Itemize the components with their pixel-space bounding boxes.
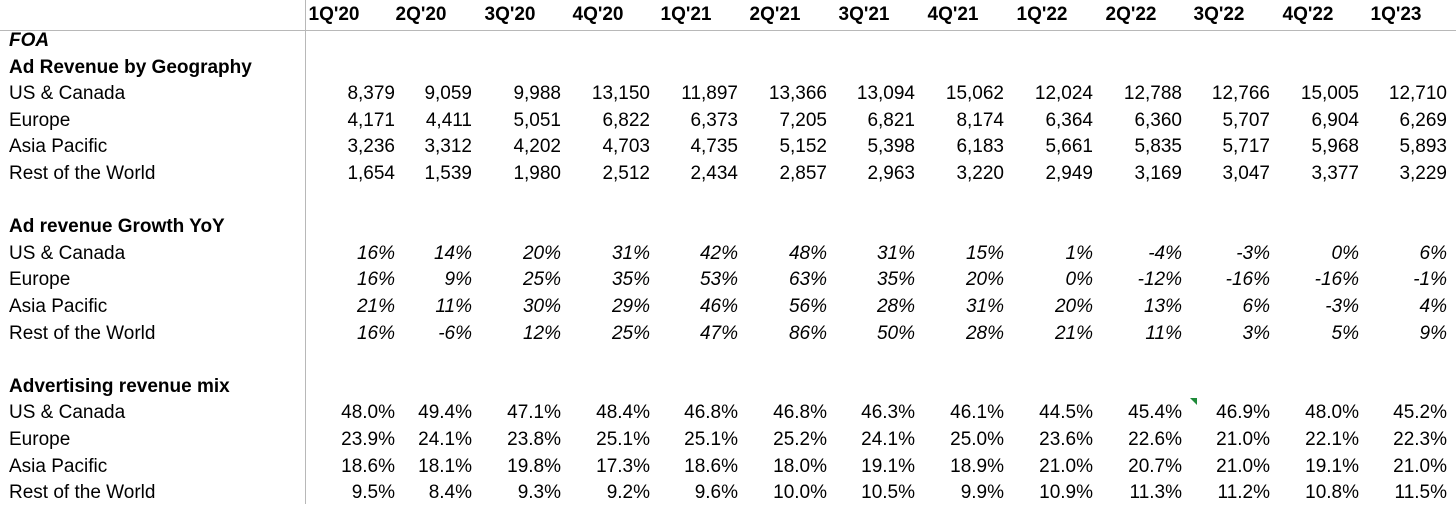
row-label[interactable]: Europe [9, 429, 71, 450]
data-cell[interactable]: 9% [444, 269, 472, 291]
section-heading[interactable]: Advertising revenue mix [9, 375, 230, 397]
data-cell[interactable]: 8.4% [428, 482, 472, 504]
column-header[interactable]: 3Q'20 [484, 4, 536, 25]
data-cell[interactable]: 5,661 [1045, 136, 1093, 158]
data-cell[interactable]: 9.9% [960, 482, 1004, 504]
data-cell[interactable]: 10.5% [861, 482, 915, 504]
data-cell[interactable]: 3,047 [1222, 163, 1270, 184]
data-cell[interactable]: 45.4% [1128, 402, 1182, 424]
data-cell[interactable]: 5,051 [513, 109, 561, 131]
data-cell[interactable]: 46.8% [684, 402, 738, 424]
data-cell[interactable]: 15,005 [1300, 83, 1359, 105]
data-cell[interactable]: 13,150 [591, 83, 650, 105]
data-cell[interactable]: 47.1% [507, 402, 561, 424]
data-cell[interactable]: 50% [876, 322, 915, 344]
table-row [0, 134, 1456, 161]
data-cell[interactable]: 4% [1419, 296, 1447, 317]
data-cell[interactable]: 11% [1145, 322, 1182, 344]
data-cell[interactable]: 20% [522, 242, 561, 264]
column-header[interactable]: 4Q'22 [1282, 4, 1334, 25]
data-cell[interactable]: 4,735 [690, 136, 738, 158]
data-cell[interactable]: 25.2% [773, 429, 827, 450]
data-cell[interactable]: 9% [1419, 322, 1447, 344]
data-cell[interactable]: 21.0% [1216, 429, 1270, 450]
data-cell[interactable]: 5,968 [1311, 136, 1359, 158]
data-cell[interactable]: 23.6% [1039, 429, 1093, 450]
data-cell[interactable]: 9.3% [517, 482, 561, 504]
data-cell[interactable]: 12,788 [1123, 83, 1182, 105]
data-cell[interactable]: 46.1% [950, 402, 1004, 424]
data-cell[interactable]: 30% [522, 296, 561, 317]
data-cell[interactable]: 10.0% [773, 482, 827, 504]
data-cell[interactable]: 16% [356, 269, 395, 291]
data-cell[interactable]: 2,512 [602, 163, 650, 184]
data-cell[interactable]: 0% [1065, 269, 1093, 291]
table-row [0, 321, 1456, 348]
row-label[interactable]: Europe [9, 109, 71, 131]
data-cell[interactable]: 2,857 [779, 163, 827, 184]
data-cell[interactable]: 22.6% [1128, 429, 1182, 450]
table-row [0, 267, 1456, 294]
data-cell[interactable]: 22.3% [1393, 429, 1447, 450]
data-cell[interactable]: 21% [1054, 322, 1093, 344]
row-label[interactable]: Europe [9, 269, 71, 291]
data-cell[interactable]: 8,174 [956, 109, 1004, 131]
data-cell[interactable]: 2,434 [690, 163, 738, 184]
data-cell[interactable]: -16% [1225, 269, 1270, 291]
section-header-row [0, 55, 1456, 82]
data-cell[interactable]: 25% [611, 322, 650, 344]
data-cell[interactable]: -12% [1137, 269, 1182, 291]
table-row [0, 241, 1456, 268]
data-cell[interactable]: 46.8% [773, 402, 827, 424]
table-row [0, 480, 1456, 507]
data-cell[interactable]: 2,949 [1045, 163, 1093, 184]
data-cell[interactable]: 20% [965, 269, 1004, 291]
row-label[interactable]: Asia Pacific [9, 136, 108, 158]
row-label[interactable]: Rest of the World [9, 163, 156, 184]
data-cell[interactable]: 53% [699, 269, 738, 291]
data-cell[interactable]: 23.9% [341, 429, 395, 450]
data-cell[interactable]: 15% [965, 242, 1004, 264]
column-header[interactable]: 4Q'20 [572, 4, 624, 25]
column-header[interactable]: 3Q'22 [1193, 4, 1245, 25]
row-label[interactable]: Asia Pacific [9, 296, 108, 317]
data-cell[interactable]: 25.0% [950, 429, 1004, 450]
data-cell[interactable]: 35% [876, 269, 915, 291]
section-heading[interactable]: Ad Revenue by Geography [9, 56, 252, 78]
data-cell[interactable]: 6,904 [1311, 109, 1359, 131]
section-header-row [0, 214, 1456, 241]
data-cell[interactable]: 25.1% [684, 429, 738, 450]
data-cell[interactable]: 49.4% [418, 402, 472, 424]
data-cell[interactable]: 12,710 [1388, 83, 1447, 105]
column-header[interactable]: 1Q'23 [1370, 4, 1422, 25]
data-cell[interactable]: 9,059 [424, 83, 472, 105]
data-cell[interactable]: 6,822 [602, 109, 650, 131]
data-cell[interactable]: 20.7% [1128, 455, 1182, 477]
data-cell[interactable]: 19.1% [1305, 455, 1359, 477]
data-cell[interactable]: 16% [356, 322, 395, 344]
data-cell[interactable]: 22.1% [1305, 429, 1359, 450]
data-cell[interactable]: 15,062 [945, 83, 1004, 105]
data-cell[interactable]: -6% [438, 322, 472, 344]
data-cell[interactable]: 9.6% [694, 482, 738, 504]
data-cell[interactable]: 13% [1143, 296, 1182, 317]
data-cell[interactable]: 1,980 [513, 163, 561, 184]
cell-comment-indicator [1190, 398, 1197, 405]
column-header[interactable]: 2Q'20 [395, 4, 447, 25]
data-cell[interactable]: 23.8% [507, 429, 561, 450]
data-cell[interactable]: 7,205 [779, 109, 827, 131]
data-cell[interactable]: 48.0% [341, 402, 395, 424]
row-label[interactable]: US & Canada [9, 242, 126, 264]
data-cell[interactable]: 10.9% [1039, 482, 1093, 504]
data-cell[interactable]: 12,024 [1034, 83, 1093, 105]
data-cell[interactable]: 6,183 [956, 136, 1004, 158]
data-cell[interactable]: 9.5% [351, 482, 395, 504]
data-cell[interactable]: 3,236 [347, 136, 395, 158]
data-cell[interactable]: 63% [788, 269, 827, 291]
data-cell[interactable]: -4% [1148, 242, 1182, 264]
column-header[interactable]: 4Q'21 [927, 4, 979, 25]
table-row [0, 108, 1456, 135]
data-cell[interactable]: 3,220 [956, 163, 1004, 184]
data-cell[interactable]: 18.9% [950, 455, 1004, 477]
data-cell[interactable]: 46% [699, 296, 738, 317]
data-cell[interactable]: -3% [1236, 242, 1270, 264]
data-cell[interactable]: -1% [1413, 269, 1447, 291]
data-cell[interactable]: 20% [1054, 296, 1093, 317]
data-cell[interactable]: 12% [522, 322, 561, 344]
data-cell[interactable]: 1% [1065, 242, 1093, 264]
data-cell[interactable]: 19.1% [861, 455, 915, 477]
data-cell[interactable]: 46.9% [1216, 402, 1270, 424]
data-cell[interactable]: 28% [965, 322, 1004, 344]
data-cell[interactable]: 46.3% [861, 402, 915, 424]
table-row [0, 427, 1456, 454]
data-cell[interactable]: 17.3% [596, 455, 650, 477]
data-cell[interactable]: 18.1% [418, 455, 472, 477]
data-cell[interactable]: 86% [788, 322, 827, 344]
data-cell[interactable]: 11.5% [1394, 482, 1447, 504]
data-cell[interactable]: 25.1% [596, 429, 650, 450]
data-cell[interactable]: 18.6% [684, 455, 738, 477]
data-cell[interactable]: 10.8% [1305, 482, 1359, 504]
table-row [0, 454, 1456, 481]
data-cell[interactable]: 9.2% [606, 482, 650, 504]
data-cell[interactable]: 12,766 [1211, 83, 1270, 105]
column-header[interactable]: 3Q'21 [838, 4, 890, 25]
data-cell[interactable]: 47% [699, 322, 738, 344]
data-cell[interactable]: 1,654 [347, 163, 395, 184]
data-cell[interactable]: 16% [356, 242, 395, 264]
table-row [0, 400, 1456, 427]
data-cell[interactable]: 45.2% [1393, 402, 1447, 424]
data-cell[interactable]: 48% [788, 242, 827, 264]
data-cell[interactable]: 18.6% [341, 455, 395, 477]
data-cell[interactable]: 42% [699, 242, 738, 264]
data-cell[interactable]: 48.4% [596, 402, 650, 424]
data-cell[interactable]: 25% [522, 269, 561, 291]
row-label[interactable]: Rest of the World [9, 322, 156, 344]
data-cell[interactable]: 18.0% [773, 455, 827, 477]
table-row [0, 161, 1456, 188]
data-cell[interactable]: 13,094 [856, 83, 915, 105]
data-cell[interactable]: 5,398 [867, 136, 915, 158]
data-cell[interactable]: 6,373 [690, 109, 738, 131]
data-cell[interactable]: 4,411 [425, 109, 472, 131]
data-cell[interactable]: 24.1% [418, 429, 472, 450]
row-label[interactable]: US & Canada [9, 83, 126, 105]
column-header[interactable]: 2Q'21 [749, 4, 801, 25]
data-cell[interactable]: 24.1% [861, 429, 915, 450]
data-cell[interactable]: 21.0% [1039, 455, 1093, 477]
data-cell[interactable]: 6,360 [1134, 109, 1182, 131]
data-cell[interactable]: 5,893 [1399, 136, 1447, 158]
data-cell[interactable]: 5,152 [779, 136, 827, 158]
data-cell[interactable]: 1,539 [424, 163, 472, 184]
data-cell[interactable]: 3,377 [1311, 163, 1359, 184]
data-cell[interactable]: 11.3% [1129, 482, 1182, 504]
data-cell[interactable]: 19.8% [507, 455, 561, 477]
data-cell[interactable]: 31% [965, 296, 1004, 317]
section-heading[interactable]: Ad revenue Growth YoY [9, 216, 225, 238]
data-cell[interactable]: 4,703 [602, 136, 650, 158]
data-cell[interactable]: 3% [1242, 322, 1270, 344]
data-cell[interactable]: -3% [1325, 296, 1359, 317]
data-cell[interactable]: 14% [433, 242, 472, 264]
data-cell[interactable]: 56% [788, 296, 827, 317]
data-cell[interactable]: 13,366 [768, 83, 827, 105]
data-cell[interactable]: 5% [1331, 322, 1359, 344]
data-cell[interactable]: 3,312 [424, 136, 472, 158]
section-header-row [0, 374, 1456, 401]
table-row [0, 294, 1456, 321]
data-cell[interactable]: 21.0% [1393, 455, 1447, 477]
data-cell[interactable]: 35% [611, 269, 650, 291]
data-cell[interactable]: 48.0% [1305, 402, 1359, 424]
data-cell[interactable]: 4,202 [513, 136, 561, 158]
data-cell[interactable]: 3,169 [1134, 163, 1182, 184]
data-cell[interactable]: 5,707 [1222, 109, 1270, 131]
data-cell[interactable]: 6,821 [867, 109, 915, 131]
data-cell[interactable]: 2,963 [867, 163, 915, 184]
column-header[interactable]: 1Q'21 [660, 4, 712, 25]
column-header[interactable]: 2Q'22 [1105, 4, 1157, 25]
data-cell[interactable]: 11,897 [681, 83, 738, 105]
data-cell[interactable]: 44.5% [1039, 402, 1093, 424]
data-cell[interactable]: 0% [1331, 242, 1359, 264]
column-header[interactable]: 1Q'20 [308, 4, 360, 25]
row-label[interactable]: US & Canada [9, 402, 126, 424]
data-cell[interactable]: 3,229 [1399, 163, 1447, 184]
data-cell[interactable]: 31% [611, 242, 650, 264]
data-cell[interactable]: 28% [876, 296, 915, 317]
data-cell[interactable]: 29% [611, 296, 650, 317]
data-cell[interactable]: 21.0% [1216, 455, 1270, 477]
column-header[interactable]: 1Q'22 [1016, 4, 1068, 25]
data-cell[interactable]: 6% [1419, 242, 1447, 264]
data-cell[interactable]: 6,364 [1045, 109, 1093, 131]
table-row [0, 81, 1456, 108]
sheet-title[interactable]: FOA [9, 30, 50, 51]
data-cell[interactable]: 11% [435, 296, 472, 317]
row-label[interactable]: Asia Pacific [9, 455, 108, 477]
data-cell[interactable]: 5,835 [1134, 136, 1182, 158]
data-cell[interactable]: 31% [876, 242, 915, 264]
data-cell[interactable]: 6% [1242, 296, 1270, 317]
data-cell[interactable]: 21% [356, 296, 395, 317]
data-cell[interactable]: 9,988 [513, 83, 561, 105]
data-cell[interactable]: 8,379 [347, 83, 395, 105]
title-row [0, 28, 1456, 55]
data-cell[interactable]: 4,171 [347, 109, 395, 131]
data-cell[interactable]: 6,269 [1399, 109, 1447, 131]
data-cell[interactable]: -16% [1314, 269, 1359, 291]
row-label[interactable]: Rest of the World [9, 482, 156, 504]
data-cell[interactable]: 5,717 [1222, 136, 1270, 158]
data-cell[interactable]: 11.2% [1217, 482, 1270, 504]
